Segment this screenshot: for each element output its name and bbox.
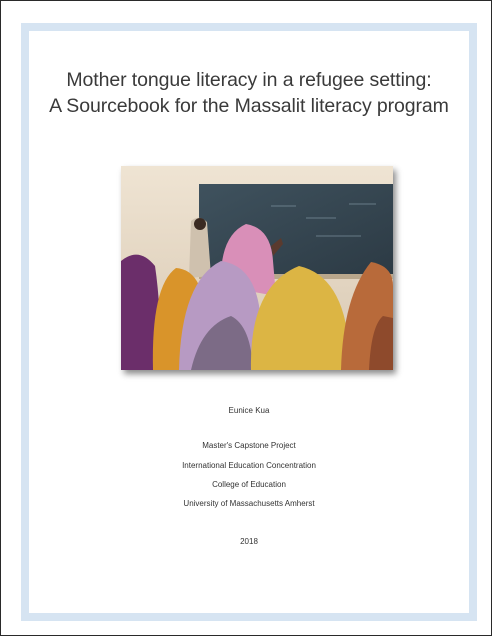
title-line-2: A Sourcebook for the Massalit literacy program	[49, 95, 449, 117]
title-line-1: Mother tongue literacy in a refugee setting:	[66, 69, 432, 91]
detail-line-university: University of Massachusetts Amherst	[183, 499, 315, 508]
detail-line-capstone: Master's Capstone Project	[202, 441, 296, 450]
page-border-frame	[21, 23, 477, 621]
classroom-photo-illustration	[121, 166, 393, 370]
classroom-photo	[121, 166, 393, 370]
author-name: Eunice Kua	[228, 406, 270, 415]
detail-line-college: College of Education	[212, 480, 286, 489]
publication-year: 2018	[240, 537, 258, 546]
detail-line-concentration: International Education Concentration	[182, 461, 316, 470]
